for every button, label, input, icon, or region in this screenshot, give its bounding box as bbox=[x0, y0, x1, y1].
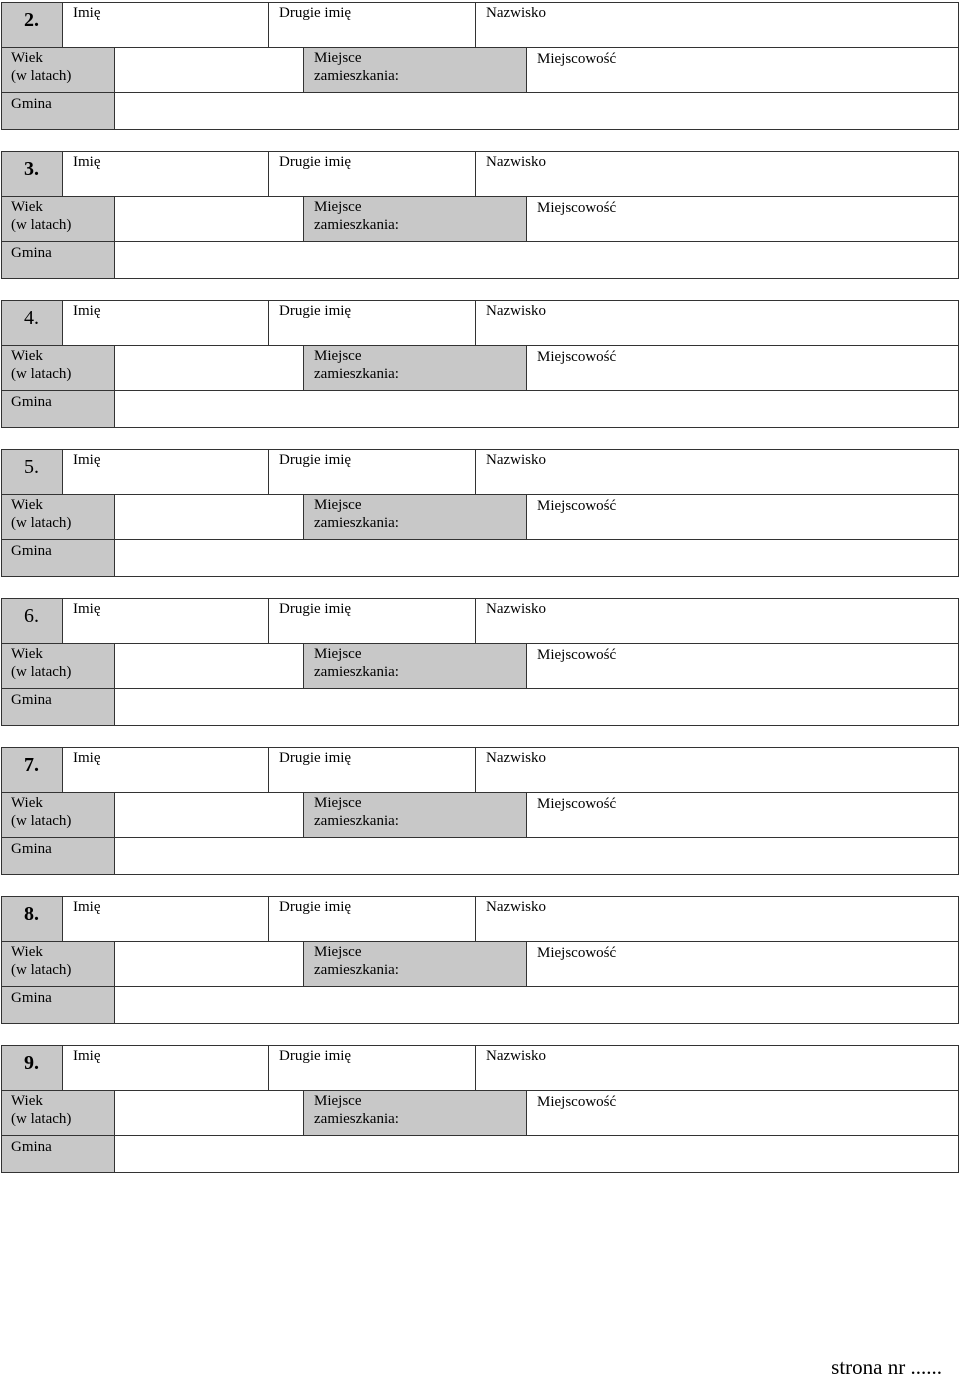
entry-number-cell bbox=[1, 449, 63, 495]
first-name-field[interactable] bbox=[62, 598, 269, 644]
surname-label: Nazwisko bbox=[486, 5, 546, 21]
commune-label: Gmina bbox=[11, 96, 52, 112]
locality-label: Miejscowość bbox=[537, 1094, 617, 1110]
commune-field[interactable] bbox=[114, 1135, 959, 1173]
person-entry bbox=[0, 1045, 960, 1173]
commune-field[interactable] bbox=[114, 837, 959, 875]
locality-label: Miejscowość bbox=[537, 349, 617, 365]
residence-label-cell bbox=[303, 643, 527, 689]
locality-field[interactable] bbox=[526, 643, 959, 689]
surname-label: Nazwisko bbox=[486, 154, 546, 170]
commune-label: Gmina bbox=[11, 1139, 52, 1155]
residence-label-line2: zamieszkania: bbox=[314, 1111, 399, 1127]
age-label-cell bbox=[1, 941, 115, 987]
entry-number: 3. bbox=[24, 158, 39, 180]
residence-label-cell bbox=[303, 941, 527, 987]
commune-label-cell bbox=[1, 390, 115, 428]
first-name-label: Imię bbox=[73, 5, 101, 21]
locality-field[interactable] bbox=[526, 494, 959, 540]
middle-name-field[interactable] bbox=[268, 747, 476, 793]
age-label-line2: (w latach) bbox=[11, 68, 72, 84]
surname-label: Nazwisko bbox=[486, 452, 546, 468]
entry-number: 4. bbox=[24, 307, 39, 329]
surname-field[interactable] bbox=[475, 747, 959, 793]
entry-number-cell bbox=[1, 300, 63, 346]
first-name-field[interactable] bbox=[62, 300, 269, 346]
commune-label-cell bbox=[1, 986, 115, 1024]
residence-label-cell bbox=[303, 47, 527, 93]
first-name-label: Imię bbox=[73, 1048, 101, 1064]
age-label-line2: (w latach) bbox=[11, 366, 72, 382]
person-entry bbox=[0, 449, 960, 577]
age-label-cell bbox=[1, 1090, 115, 1136]
middle-name-field[interactable] bbox=[268, 598, 476, 644]
commune-label: Gmina bbox=[11, 692, 52, 708]
entry-number-cell bbox=[1, 151, 63, 197]
residence-label-line1: Miejsce bbox=[314, 497, 362, 513]
entry-number-cell bbox=[1, 598, 63, 644]
first-name-field[interactable] bbox=[62, 1045, 269, 1091]
age-label-cell bbox=[1, 345, 115, 391]
middle-name-label: Drugie imię bbox=[279, 452, 352, 468]
age-label-line2: (w latach) bbox=[11, 664, 72, 680]
first-name-label: Imię bbox=[73, 601, 101, 617]
residence-label-cell bbox=[303, 345, 527, 391]
locality-label: Miejscowość bbox=[537, 200, 617, 216]
middle-name-field[interactable] bbox=[268, 300, 476, 346]
middle-name-field[interactable] bbox=[268, 449, 476, 495]
first-name-label: Imię bbox=[73, 750, 101, 766]
commune-field[interactable] bbox=[114, 539, 959, 577]
age-label-line2: (w latach) bbox=[11, 515, 72, 531]
residence-label-line2: zamieszkania: bbox=[314, 962, 399, 978]
age-label-cell bbox=[1, 196, 115, 242]
middle-name-field[interactable] bbox=[268, 896, 476, 942]
surname-label: Nazwisko bbox=[486, 750, 546, 766]
residence-label-line2: zamieszkania: bbox=[314, 68, 399, 84]
locality-label: Miejscowość bbox=[537, 51, 617, 67]
person-entry bbox=[0, 598, 960, 726]
residence-label-line1: Miejsce bbox=[314, 646, 362, 662]
age-label-line1: Wiek bbox=[11, 50, 43, 66]
entry-number: 5. bbox=[24, 456, 39, 478]
commune-label-cell bbox=[1, 837, 115, 875]
entry-number: 8. bbox=[24, 903, 39, 925]
commune-label-cell bbox=[1, 688, 115, 726]
commune-label: Gmina bbox=[11, 245, 52, 261]
locality-label: Miejscowość bbox=[537, 945, 617, 961]
age-label-line1: Wiek bbox=[11, 795, 43, 811]
commune-field[interactable] bbox=[114, 92, 959, 130]
surname-label: Nazwisko bbox=[486, 899, 546, 915]
age-label-line1: Wiek bbox=[11, 199, 43, 215]
commune-label-cell bbox=[1, 241, 115, 279]
age-label-line1: Wiek bbox=[11, 646, 43, 662]
age-field[interactable] bbox=[114, 643, 304, 689]
commune-field[interactable] bbox=[114, 986, 959, 1024]
entry-number: 7. bbox=[24, 754, 39, 776]
age-label-line1: Wiek bbox=[11, 1093, 43, 1109]
locality-field[interactable] bbox=[526, 345, 959, 391]
middle-name-field[interactable] bbox=[268, 1045, 476, 1091]
residence-label-line2: zamieszkania: bbox=[314, 664, 399, 680]
residence-label-cell bbox=[303, 196, 527, 242]
age-label-line2: (w latach) bbox=[11, 217, 72, 233]
commune-field[interactable] bbox=[114, 688, 959, 726]
age-label-line1: Wiek bbox=[11, 497, 43, 513]
commune-label: Gmina bbox=[11, 543, 52, 559]
age-field[interactable] bbox=[114, 941, 304, 987]
surname-field[interactable] bbox=[475, 598, 959, 644]
first-name-field[interactable] bbox=[62, 449, 269, 495]
commune-label-cell bbox=[1, 1135, 115, 1173]
middle-name-label: Drugie imię bbox=[279, 899, 352, 915]
surname-field[interactable] bbox=[475, 449, 959, 495]
middle-name-label: Drugie imię bbox=[279, 303, 352, 319]
first-name-field[interactable] bbox=[62, 896, 269, 942]
person-entry bbox=[0, 2, 960, 130]
surname-label: Nazwisko bbox=[486, 601, 546, 617]
entry-number-cell bbox=[1, 896, 63, 942]
age-field[interactable] bbox=[114, 47, 304, 93]
person-entry bbox=[0, 896, 960, 1024]
residence-label-line2: zamieszkania: bbox=[314, 515, 399, 531]
locality-label: Miejscowość bbox=[537, 647, 617, 663]
age-field[interactable] bbox=[114, 494, 304, 540]
surname-field[interactable] bbox=[475, 2, 959, 48]
locality-field[interactable] bbox=[526, 1090, 959, 1136]
person-entry bbox=[0, 300, 960, 428]
locality-label: Miejscowość bbox=[537, 498, 617, 514]
middle-name-label: Drugie imię bbox=[279, 5, 352, 21]
middle-name-label: Drugie imię bbox=[279, 601, 352, 617]
middle-name-field[interactable] bbox=[268, 2, 476, 48]
page-number-footer: strona nr ...... bbox=[831, 1355, 942, 1379]
first-name-field[interactable] bbox=[62, 151, 269, 197]
first-name-field[interactable] bbox=[62, 747, 269, 793]
locality-label: Miejscowość bbox=[537, 796, 617, 812]
residence-label-line1: Miejsce bbox=[314, 944, 362, 960]
age-label-line2: (w latach) bbox=[11, 813, 72, 829]
locality-field[interactable] bbox=[526, 47, 959, 93]
surname-field[interactable] bbox=[475, 151, 959, 197]
locality-field[interactable] bbox=[526, 941, 959, 987]
residence-label-line1: Miejsce bbox=[314, 795, 362, 811]
first-name-label: Imię bbox=[73, 452, 101, 468]
commune-label: Gmina bbox=[11, 394, 52, 410]
commune-field[interactable] bbox=[114, 241, 959, 279]
residence-label-cell bbox=[303, 1090, 527, 1136]
entry-number: 6. bbox=[24, 605, 39, 627]
person-entry bbox=[0, 151, 960, 279]
age-label-line1: Wiek bbox=[11, 348, 43, 364]
age-label-line1: Wiek bbox=[11, 944, 43, 960]
age-label-cell bbox=[1, 47, 115, 93]
locality-field[interactable] bbox=[526, 196, 959, 242]
middle-name-field[interactable] bbox=[268, 151, 476, 197]
residence-label-line1: Miejsce bbox=[314, 199, 362, 215]
middle-name-label: Drugie imię bbox=[279, 154, 352, 170]
surname-field[interactable] bbox=[475, 896, 959, 942]
residence-label-line2: zamieszkania: bbox=[314, 366, 399, 382]
entry-number-cell bbox=[1, 1045, 63, 1091]
middle-name-label: Drugie imię bbox=[279, 1048, 352, 1064]
entry-number: 9. bbox=[24, 1052, 39, 1074]
commune-field[interactable] bbox=[114, 390, 959, 428]
age-label-cell bbox=[1, 792, 115, 838]
person-entry bbox=[0, 747, 960, 875]
age-label-line2: (w latach) bbox=[11, 962, 72, 978]
residence-label-line1: Miejsce bbox=[314, 1093, 362, 1109]
surname-field[interactable] bbox=[475, 1045, 959, 1091]
first-name-field[interactable] bbox=[62, 2, 269, 48]
first-name-label: Imię bbox=[73, 303, 101, 319]
residence-label-cell bbox=[303, 494, 527, 540]
age-field[interactable] bbox=[114, 792, 304, 838]
entry-number: 2. bbox=[24, 9, 39, 31]
residence-label-line2: zamieszkania: bbox=[314, 217, 399, 233]
middle-name-label: Drugie imię bbox=[279, 750, 352, 766]
residence-label-line1: Miejsce bbox=[314, 50, 362, 66]
age-field[interactable] bbox=[114, 196, 304, 242]
age-field[interactable] bbox=[114, 345, 304, 391]
commune-label-cell bbox=[1, 92, 115, 130]
residence-label-line2: zamieszkania: bbox=[314, 813, 399, 829]
first-name-label: Imię bbox=[73, 899, 101, 915]
residence-label-line1: Miejsce bbox=[314, 348, 362, 364]
entry-number-cell bbox=[1, 747, 63, 793]
surname-label: Nazwisko bbox=[486, 1048, 546, 1064]
age-label-cell bbox=[1, 643, 115, 689]
commune-label: Gmina bbox=[11, 841, 52, 857]
commune-label-cell bbox=[1, 539, 115, 577]
age-label-line2: (w latach) bbox=[11, 1111, 72, 1127]
locality-field[interactable] bbox=[526, 792, 959, 838]
surname-label: Nazwisko bbox=[486, 303, 546, 319]
first-name-label: Imię bbox=[73, 154, 101, 170]
surname-field[interactable] bbox=[475, 300, 959, 346]
age-label-cell bbox=[1, 494, 115, 540]
commune-label: Gmina bbox=[11, 990, 52, 1006]
residence-label-cell bbox=[303, 792, 527, 838]
age-field[interactable] bbox=[114, 1090, 304, 1136]
entry-number-cell bbox=[1, 2, 63, 48]
